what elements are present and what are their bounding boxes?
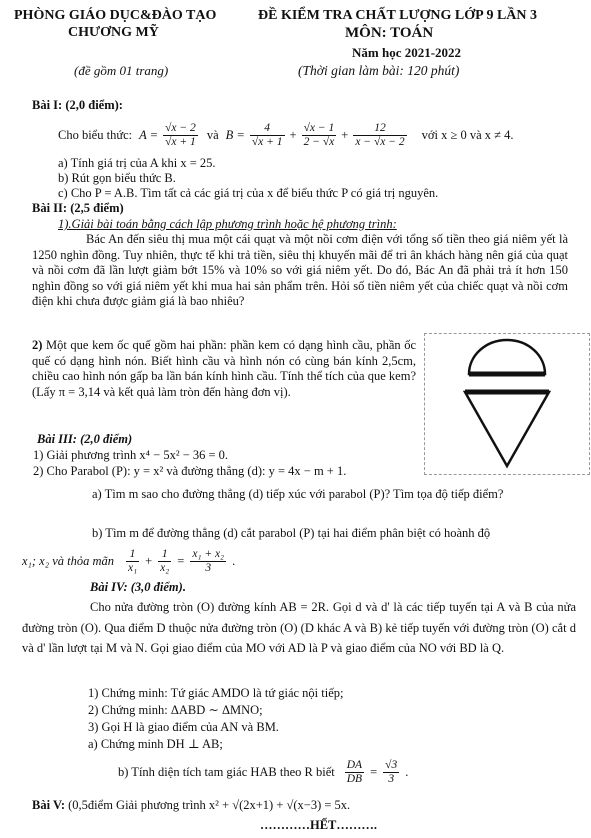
bai3-qa: a) Tìm m sao cho đường thẳng (d) tiếp xúc với parabol (P)? Tìm tọa độ tiếp điểm?: [92, 487, 504, 501]
bai4-q3b: [118, 752, 408, 792]
time-note: (Thời gian làm bài: 120 phút): [298, 63, 460, 78]
expr-a-fraction: [163, 122, 198, 149]
bai2-sub2: [32, 338, 416, 400]
bai4-heading: Bài IV: (3,0 điểm).: [90, 580, 186, 594]
numerator: x₁ + x₂: [192, 547, 225, 560]
ice-cream-cone-drawing: [425, 334, 589, 474]
bai1-intro: Cho biểu thức:: [58, 127, 133, 142]
bai4-q3a: a) Chứng minh DH ⊥ AB;: [88, 737, 223, 751]
expr-a-lhs: A =: [139, 127, 159, 142]
bai1-qc: c) Cho P = A.B. Tìm tất cả các giá trị của x để biểu thức P có giá trị nguyên.: [58, 186, 439, 200]
pages-note: (đề gồm 01 trang): [74, 63, 169, 78]
bai2-sub1-text: Bác An đến siêu thị mua một cái quạt và một nồi cơm điện với tổng số tiền theo giá niêm yết là 1250 nghìn đồng. Tuy nhiên, thực tế khi trả tiền, siêu thị khuyến mãi để tri ân khách hàng nên giá của quạt và nồi cơm đã lần lượt giảm bớt 15% và 10% so với giá niêm yết. Do đó, Bác An đã phải trả ít hơn 150 nghìn đồng so với giá niêm yết khi mua hai sản phẩm trên. Hỏi số tiền niêm yết của chiếc quạt và nồi cơm điện khi chưa được giảm giá là bao nhiêu?: [32, 232, 568, 308]
period: .: [405, 764, 409, 779]
denominator: √x + 1: [165, 135, 196, 148]
denominator: x₁: [128, 561, 138, 574]
numerator: 12: [374, 121, 386, 134]
bai5-line: [32, 798, 350, 813]
q3b-ratio: [345, 759, 364, 786]
bai2-heading-text: Bài II: (2,5 điểm): [32, 201, 124, 215]
plus-sign: +: [145, 553, 153, 568]
condition: với x ≥ 0 và x ≠ 4.: [421, 127, 514, 142]
denominator: 2 − √x: [303, 135, 335, 148]
and-text: và: [206, 127, 219, 142]
expr-b-lhs: B =: [225, 127, 245, 142]
end-marker: …………HẾT……….: [260, 818, 378, 832]
bai2-sub1-title: 1).Giải bài toán bằng cách lập phương trình hoặc hệ phương trình:: [58, 217, 397, 231]
qb-fraction-3: [190, 548, 226, 575]
bai3-heading: Bài III: (2,0 điểm): [37, 432, 133, 446]
bai5-text: (0,5điểm Giải phương trình x² + √(2x+1) + √(x−3) = 5x.: [68, 798, 351, 812]
expr-b-fraction-2: [302, 122, 337, 149]
bai2-sub2-text: Một que kem ốc quế gồm hai phần: phần kem có dạng hình cầu, phần ốc quế có dạng hình nón. Biết hình cầu và hình nón có cùng bán kính 2,5cm, chiều cao hình nón gấp ba lần bán kính hình cầu. Tính thể tích của que kem? (Lấy π = 3,14 và kết quả làm tròn đến hàng đơn vị).: [32, 338, 416, 399]
denominator: 3: [383, 772, 399, 786]
school-year: Năm học 2021-2022: [352, 45, 462, 60]
numerator: 4: [264, 121, 271, 134]
bai2-heading: [32, 201, 124, 216]
numerator: 1: [129, 547, 136, 560]
numerator: 1: [161, 547, 168, 560]
bai4-q1: 1) Chứng minh: Tứ giác AMDO là tứ giác nội tiếp;: [88, 686, 344, 700]
bai3-qb: b) Tìm m để đường thẳng (d) cắt parabol (P) tại hai điểm phân biệt có hoành độ: [92, 526, 491, 540]
expr-b-fraction-3: [353, 122, 406, 149]
bai1-expression: [58, 115, 513, 155]
bai4-q3: 3) Gọi H là giao điểm của AN và BM.: [88, 720, 279, 734]
bai3-qb-condition: [22, 542, 235, 580]
bai2-sub2-label: 2): [32, 338, 43, 352]
bai1-qa: a) Tính giá trị của A khi x = 25.: [58, 156, 216, 170]
q3b-prefix: b) Tính diện tích tam giác HAB theo R biết: [118, 764, 335, 779]
bai3-q2: 2) Cho Parabol (P): y = x² và đường thẳng (d): y = 4x − m + 1.: [33, 464, 347, 478]
equals-sign: =: [177, 553, 185, 568]
org-line-1: PHÒNG GIÁO DỤC&ĐÀO TẠO: [14, 8, 217, 23]
bai5-heading: Bài V:: [32, 798, 66, 812]
bai1-qb: b) Rút gọn biểu thức B.: [58, 171, 176, 185]
plus-sign: +: [289, 127, 297, 142]
numerator: √x − 2: [165, 121, 196, 134]
denominator: 3: [190, 561, 226, 575]
qb-prefix: x₁; x₂ và thỏa mãn: [22, 553, 114, 568]
qb-fraction-2: [158, 548, 171, 575]
hemisphere-shape: [469, 340, 545, 374]
bai3-q1: 1) Giải phương trình x⁴ − 5x² − 36 = 0.: [33, 448, 229, 462]
denominator: x − √x − 2: [355, 135, 405, 148]
plus-sign: +: [341, 127, 349, 142]
denominator: x₂: [160, 561, 170, 574]
numerator: DA: [346, 758, 363, 771]
denominator: DB: [346, 772, 363, 785]
subject: MÔN: TOÁN: [345, 25, 434, 41]
expr-b-fraction-1: [250, 122, 285, 149]
denominator: √x + 1: [251, 135, 283, 148]
q3b-value: [383, 759, 399, 786]
exam-title: ĐỀ KIỂM TRA CHẤT LƯỢNG LỚP 9 LẦN 3: [258, 8, 538, 23]
ice-cream-figure: [424, 333, 590, 475]
equals-sign: =: [370, 764, 378, 779]
org-line-2: CHƯƠNG MỸ: [68, 25, 159, 40]
cone-shape: [465, 392, 549, 466]
bai1-heading: Bài I: (2,0 điểm):: [32, 98, 123, 112]
numerator: √x − 1: [303, 121, 335, 134]
qb-fraction-1: [126, 548, 139, 575]
numerator: √3: [385, 758, 398, 771]
bai4-q2: 2) Chứng minh: ΔABD ∼ ΔMNO;: [88, 703, 263, 717]
period: .: [232, 553, 236, 568]
bai4-text: Cho nửa đường tròn (O) đường kính AB = 2R. Gọi d và d' là các tiếp tuyến tại A và B của nửa đường tròn (O). Qua điểm D thuộc nửa đường tròn (O) (D khác A và B) kẻ tiếp tuyến với đường tròn (O) cắt d và d' lần lượt tại M và N. Gọi giao điểm của MO với AD là P và giao điểm của NO với BD là Q.: [22, 600, 576, 655]
